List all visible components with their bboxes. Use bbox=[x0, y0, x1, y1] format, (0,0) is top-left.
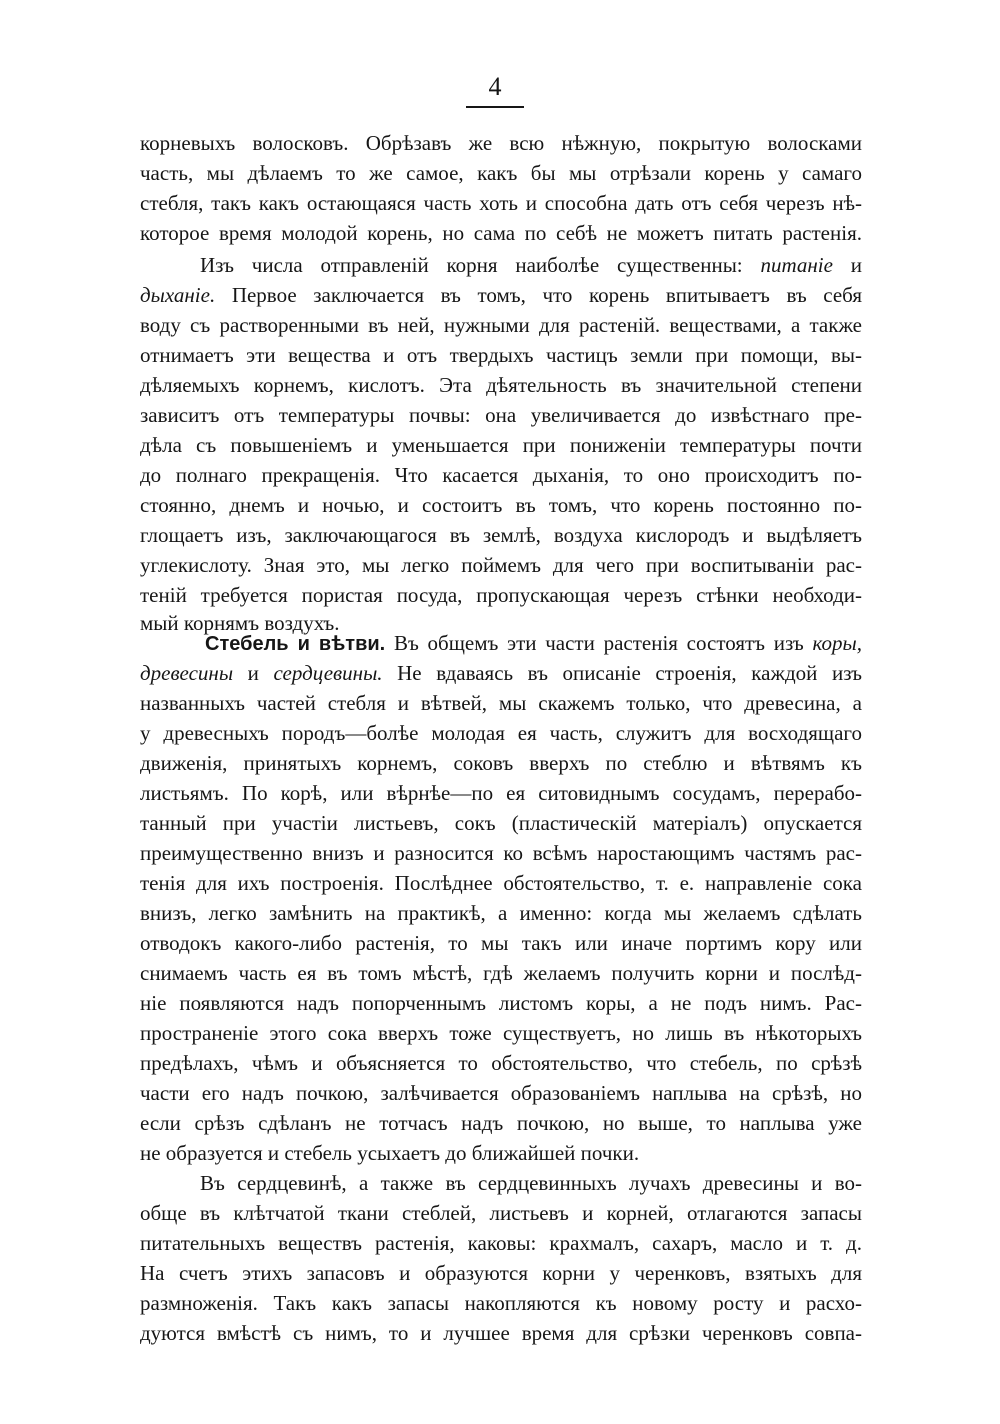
text-line: если срѣзъ сдѣланъ не тотчасъ надъ почкою, но выше, то наплыва уже bbox=[140, 1111, 862, 1135]
text-line: На счетъ этихъ запасовъ и образуются корни у черенковъ, взятыхъ для bbox=[140, 1261, 862, 1285]
text-line: питательныхъ веществъ растенія, каковы: крахмалъ, сахаръ, масло и т. д. bbox=[140, 1231, 862, 1255]
text-line: углекислоту. Зная это, мы легко поймемъ для чего при воспитываніи рас- bbox=[140, 553, 862, 577]
section-heading: Стебель и вѣтви. bbox=[205, 633, 386, 655]
text-line: корневыхъ волосковъ. Обрѣзавъ же всю нѣжную, покрытую волосками bbox=[140, 131, 862, 155]
italic-term: коры, bbox=[812, 631, 863, 655]
text-line: Стебель и вѣтви. Въ общемъ эти части растенія состоятъ изъ коры, bbox=[205, 631, 863, 655]
text-line: танный при участіи листьевъ, сокъ (пластическій матеріалъ) опускается bbox=[140, 811, 862, 835]
text-line: предѣлахъ, чѣмъ и объясняется то обстоятельство, что стебель, по срѣзѣ bbox=[140, 1051, 862, 1075]
text-line: стоянно, днемъ и ночью, и состоитъ въ томъ, что корень постоянно по- bbox=[140, 493, 862, 517]
text-line: названныхъ частей стебля и вѣтвей, мы скажемъ только, что древесина, а bbox=[140, 691, 862, 715]
italic-term: питаніе bbox=[760, 253, 833, 277]
text-line: глощаетъ изъ, заключающагося въ землѣ, воздуха кислородъ и выдѣляетъ bbox=[140, 523, 862, 547]
text-line: преимущественно внизъ и разносится ко всѣмъ наростающимъ частямъ рас- bbox=[140, 841, 862, 865]
text-line: части его надъ почкою, залѣчивается образованіемъ наплыва на срѣзѣ, но bbox=[140, 1081, 862, 1105]
text-line: пространеніе этого сока вверхъ тоже существуетъ, но лишь въ нѣкоторыхъ bbox=[140, 1021, 862, 1045]
text-line: обще въ клѣтчатой ткани стеблей, листьевъ и корней, отлагаются запасы bbox=[140, 1201, 862, 1225]
text-line: которое время молодой корень, но сама по себѣ не можетъ питать растенія. bbox=[140, 221, 862, 245]
text-line: дуются вмѣстѣ съ нимъ, то и лучшее время для срѣзки черенковъ совпа- bbox=[140, 1321, 862, 1345]
text-line: стебля, такъ какъ остающаяся часть хоть и способна дать отъ себя черезъ нѣ- bbox=[140, 191, 862, 215]
text-line: ніе появляются надъ попорченнымъ листомъ коры, а не подъ нимъ. Рас- bbox=[140, 991, 862, 1015]
text-line: дѣла съ повышеніемъ и уменьшается при пониженіи температуры почти bbox=[140, 433, 862, 457]
text-line: движенія, принятыхъ корнемъ, соковъ вверхъ по стеблю и вѣтвямъ къ bbox=[140, 751, 862, 775]
text-line: теній требуется пористая посуда, пропускающая черезъ стѣнки необходи- bbox=[140, 583, 862, 607]
text-line: внизъ, легко замѣнить на практикѣ, а именно: когда мы желаемъ сдѣлать bbox=[140, 901, 862, 925]
text-line: Въ сердцевинѣ, а также въ сердцевинныхъ лучахъ древесины и во- bbox=[200, 1171, 862, 1195]
text-line: зависитъ отъ температуры почвы: она увеличивается до извѣстнаго пре- bbox=[140, 403, 862, 427]
italic-term: сердцевины. bbox=[273, 661, 383, 685]
text-line: размноженія. Такъ какъ запасы накопляются къ новому росту и расхо- bbox=[140, 1291, 862, 1315]
text-line: листьямъ. По корѣ, или вѣрнѣе—по ея ситовиднымъ сосудамъ, перерабо- bbox=[140, 781, 862, 805]
text-line: часть, мы дѣлаемъ то же самое, какъ бы мы отрѣзали корень у самаго bbox=[140, 161, 862, 185]
text-line: воду съ растворенными въ ней, нужными для растеній. веществами, а также bbox=[140, 313, 862, 337]
page-number: 4 bbox=[466, 74, 524, 108]
text-line: до полнаго прекращенія. Что касается дыханія, то оно происходитъ по- bbox=[140, 463, 862, 487]
text-line: Изъ числа отправленій корня наиболѣе существенны: питаніе и bbox=[200, 253, 863, 277]
text-line: дѣляемыхъ корнемъ, кислотъ. Эта дѣятельность въ значительной степени bbox=[140, 373, 862, 397]
text-line: мый корнямъ воздухъ. bbox=[140, 611, 340, 635]
text-line: отнимаетъ эти вещества и отъ твердыхъ частицъ земли при помощи, вы- bbox=[140, 343, 862, 367]
italic-term: древесины bbox=[140, 661, 234, 685]
text-line: тенія для ихъ построенія. Послѣднее обстоятельство, т. е. направленіе сока bbox=[140, 871, 862, 895]
text-line: не образуется и стебель усыхаетъ до ближайшей почки. bbox=[140, 1141, 640, 1165]
text-line: древесины и сердцевины. Не вдаваясь въ описаніе строенія, каждой изъ bbox=[140, 661, 862, 685]
text-line: отводокъ какого-либо растенія, то мы такъ или иначе портимъ кору или bbox=[140, 931, 862, 955]
text-line: у древесныхъ породъ—болѣе молодая ея часть, служитъ для восходящаго bbox=[140, 721, 862, 745]
text-line: снимаемъ часть ея въ томъ мѣстѣ, гдѣ желаемъ получить корни и послѣд- bbox=[140, 961, 862, 985]
italic-term: дыханіе. bbox=[140, 283, 216, 307]
text-line: дыханіе. Первое заключается въ томъ, что корень впитываетъ въ себя bbox=[140, 283, 862, 307]
